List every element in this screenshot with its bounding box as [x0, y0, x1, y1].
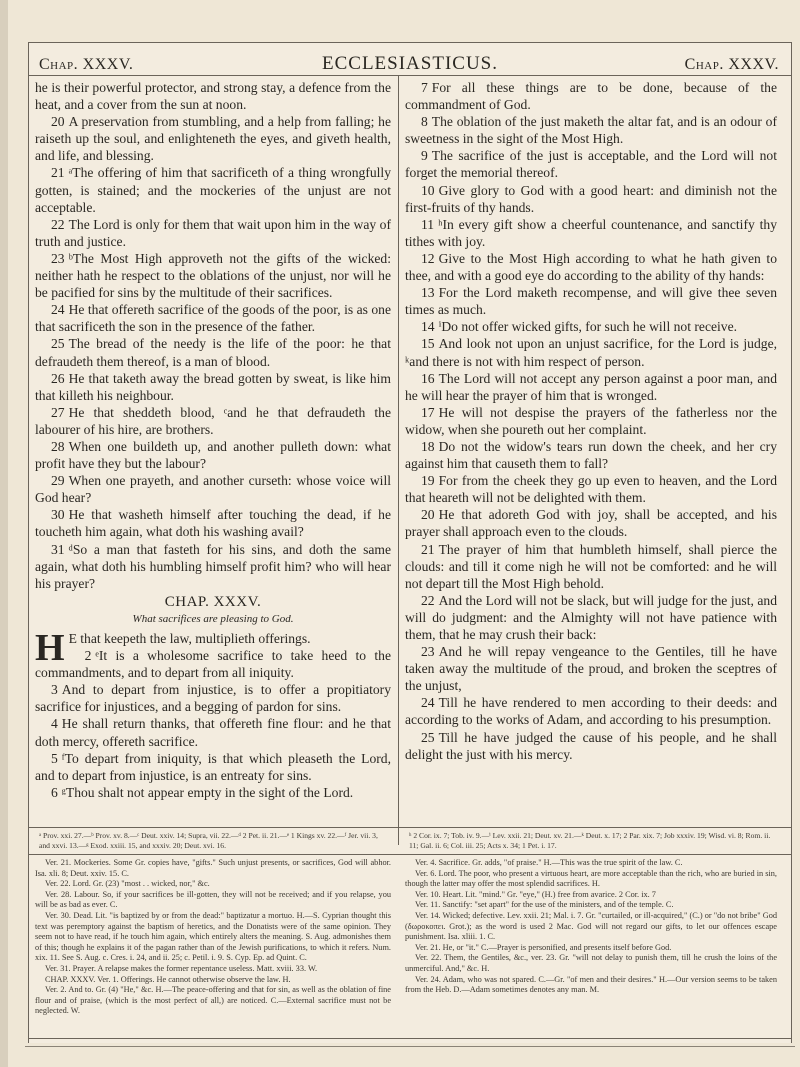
- verse-text: The sacrifice of the just is acceptable, and the Lord will not forget the memorial thereof.: [405, 148, 777, 181]
- commentary-note: Ver. 22. Them, the Gentiles, &c., ver. 23. Gr. "will not delay to punish them, till he crush the loins of the unmerciful. And," &c. H.: [405, 953, 777, 973]
- chapter-heading: CHAP. XXXV.: [164, 593, 262, 610]
- verse-number: 20: [421, 507, 435, 523]
- verse-25: [35, 335, 391, 369]
- column-divider: [398, 75, 399, 845]
- right-text-column: [405, 79, 777, 763]
- verse-number: 26: [51, 370, 65, 386]
- verse-number: 30: [51, 507, 65, 523]
- verse-text: And look not upon an unjust sacrifice, for the Lord is judge, ᵏand there is not with him respect of person.: [405, 336, 777, 369]
- verse-text: ᵇThe Most High approveth not the gifts of the wicked: neither hath he respect to the oblations of the unjust, nor will he be pacified for sins by the multitude of their sacrifices.: [35, 250, 391, 301]
- verse-number: 28: [51, 438, 65, 454]
- verse-number: 8: [421, 114, 428, 130]
- verse-26: [35, 370, 391, 404]
- verse-24: [35, 301, 391, 335]
- commentary-note: Ver. 30. Dead. Lit. "is baptized by or from the dead:" baptizatur a mortuo. H.—S. Cyprian thought this text was peremptory against the baptism of heretics, and the Donatists were of the same opinion. They seem not to have read, if he touch him again, which entirely alters the meaning. S. Aug. admonishes them of this; though he explains it of the pagan rather than of the Jewish purifications, to which it refers. Num. xix. 11. See S. Aug. c. Cres. i. 24, and ii. 25; c. Petil. i. 9. S. Cyp. Ep. ad Quint. C.: [35, 910, 391, 963]
- commentary-note: Ver. 28. Labour. So, if your sacrifices be ill-gotten, they will not be received; and if you relapse, you will be as bad as ever. C.: [35, 889, 391, 910]
- verse-text: ᵈSo a man that fasteth for his sins, and doth the same again, what doth his humbling himself profit him? who will hear his prayer?: [35, 541, 391, 591]
- verse-4: [35, 715, 391, 749]
- verse-2: [35, 647, 391, 681]
- commentary-note: Ver. 4. Sacrifice. Gr. adds, "of praise." H.—This was the true spirit of the law. C.: [415, 858, 683, 867]
- verse-30: [35, 506, 391, 540]
- verse-number: 6: [51, 784, 58, 800]
- verse-number: 16: [421, 370, 435, 386]
- verse-text: For all these things are to be done, because of the commandment of God.: [405, 80, 777, 113]
- verse-text: Till he have rendered to men according to their deeds: and according to the works of Adam, and according to his presumption.: [405, 695, 777, 728]
- right-verses: [405, 79, 777, 763]
- verse-number: 10: [421, 182, 435, 198]
- verse-20: [405, 506, 777, 540]
- commentary-notes-right: [405, 858, 777, 996]
- verse-13: [405, 284, 777, 318]
- verse-text: ʰIn every gift show a cheerful countenance, and sanctify thy tithes with joy.: [405, 216, 777, 249]
- footer-rule-outer: [25, 1046, 795, 1047]
- verse-number: 24: [51, 302, 65, 318]
- verse-text: The bread of the needy is the life of the poor: he that defraudeth them thereof, is a man of blood.: [35, 336, 391, 369]
- verse-number: 22: [51, 216, 65, 232]
- verse-number: 13: [421, 285, 435, 301]
- verse-24: [405, 694, 777, 728]
- verse-18: [405, 438, 777, 472]
- verse-text: And to depart from injustice, is to offer a propitiatory sacrifice for injustices, and a begging of pardon for sins.: [35, 682, 391, 715]
- verse-22: [35, 216, 391, 250]
- verse-number: 14: [421, 319, 435, 335]
- verse-12: [405, 250, 777, 284]
- verse-text: Till he have judged the cause of his people, and he shall delight the just with his mercy.: [405, 729, 777, 762]
- commentary-note: Ver. 2. And to. Gr. (4) "He," &c. H.—The peace-offering and that for sin, as well as the oblation of fine flour and of praise, (which is the most perfect of all,) are noticed. C.—External sacrifice must not be neglected. W.: [35, 985, 391, 1016]
- verse-text: For from the cheek they go up even to heaven, and the Lord that heareth will not be delighted with them.: [405, 473, 777, 506]
- verse-14: [405, 318, 777, 335]
- scripture-page: [28, 42, 792, 1043]
- commentary-note: Ver. 31. Prayer. A relapse makes the former repentance useless. Matt. xviii. 33. W.: [45, 963, 318, 973]
- verse-number: 23: [421, 644, 435, 660]
- verse-number: 25: [51, 336, 65, 352]
- verse-number: 29: [51, 473, 65, 489]
- verse-number: 21: [421, 541, 435, 557]
- commentary-note: Ver. 24. Adam, who was not spared. C.—Gr. "of men and their desires." H.—Our version seems to be taken from the Heb. D.—Adam sometimes denotes any man. M.: [405, 974, 777, 995]
- verse-number: 2: [84, 648, 92, 664]
- verse-number: 27: [51, 404, 65, 420]
- verse-text: ᶠTo depart from iniquity, is that which pleaseth the Lord, and to depart from injustice, is an entreaty for sins.: [35, 750, 391, 783]
- verse-11: [405, 216, 777, 250]
- verse-16: [405, 370, 777, 404]
- verse-19: [405, 472, 777, 506]
- header-chapter-right: Chap. XXXV.: [684, 56, 779, 73]
- verse-8: [405, 113, 777, 147]
- verse-31: [35, 541, 391, 592]
- footer-rule: [29, 1038, 791, 1039]
- verse-text: He that offereth sacrifice of the goods of the poor, is as one that sacrificeth the son in the presence of the father.: [35, 302, 391, 335]
- verse-number: 4: [51, 716, 58, 732]
- verse-1-text: E that keepeth the law, multiplieth offerings.: [68, 631, 311, 646]
- references-rule: [29, 827, 791, 828]
- verse-21: [405, 541, 777, 592]
- commentary-note: Ver. 6. Lord. The poor, who present a virtuous heart, are more acceptable than the rich, who are buried in sin, though the latter may offer the most splendid sacrifices. H.: [405, 868, 777, 889]
- verse-number: 21: [51, 165, 65, 181]
- verse-number: 9: [421, 148, 428, 164]
- verse-text: And the Lord will not be slack, but will judge for the just, and will do judgment: and the Almighty will not have patience with them, that he may crush their back:: [405, 592, 777, 642]
- left-verses-bottom: [35, 647, 391, 801]
- verse-number: 3: [51, 682, 58, 698]
- verse-text: He that sheddeth blood, ᶜand he that defraudeth the labourer of his hire, are brothers.: [35, 404, 391, 437]
- verse-number: 18: [421, 438, 435, 454]
- verse-text: The Lord is only for them that wait upon him in the way of truth and justice.: [35, 216, 391, 249]
- header-book-title: ECCLESIASTICUS.: [322, 53, 498, 74]
- verse-text: ᵃThe offering of him that sacrificeth of a thing wrongfully gotten, is stained; and the mockeries of the unjust are not acceptable.: [35, 165, 391, 215]
- verse-7: [405, 79, 777, 113]
- header-rule: [29, 75, 791, 76]
- verse-text: For the Lord maketh recompense, and will give thee seven times as much.: [405, 285, 777, 318]
- verse-6: [35, 784, 391, 801]
- verse-22: [405, 592, 777, 643]
- verse-10: [405, 182, 777, 216]
- verse-text: He will not despise the prayers of the fatherless nor the widow, when she poureth out her complaint.: [405, 404, 777, 437]
- verse-15: [405, 335, 777, 369]
- verse-20: [35, 113, 391, 164]
- verse-text: The oblation of the just maketh the altar fat, and is an odour of sweetness in the sight of the Most High.: [405, 114, 777, 147]
- verse-number: 25: [421, 729, 435, 745]
- commentary-notes-left: [35, 858, 391, 1017]
- verse-number: 24: [421, 695, 435, 711]
- verse-3: [35, 681, 391, 715]
- verse-29: [35, 472, 391, 506]
- verse-17: [405, 404, 777, 438]
- commentary-note: Ver. 14. Wicked; defective. Lev. xxii. 21; Mal. i. 7. Gr. "curtailed, or ill-acquired," (C.) or "do not bribe" God (δωροκοπει. Grot.); as the word is used 2 Mac. God will not regard our gifts, to let our offences escape punishment. Isa. xliii. 1. C.: [405, 910, 777, 942]
- verse-number: 15: [421, 336, 435, 352]
- verse-text: When one buildeth up, and another pulleth down: what profit have they but the labour?: [35, 438, 391, 472]
- verse-27: [35, 404, 391, 438]
- verse-text: He that adoreth God with joy, shall be accepted, and his prayer shall approach even to the clouds.: [405, 507, 777, 540]
- commentary-note: CHAP. XXXV. Ver. 1. Offerings. He cannot otherwise observe the law. H.: [45, 974, 291, 984]
- verse-21: [35, 164, 391, 215]
- verse-number: 19: [421, 473, 435, 489]
- commentary-note: Ver. 22. Lord. Gr. (23) "most . . wicked, nor," &c.: [45, 879, 210, 889]
- verse-23: [405, 643, 777, 694]
- drop-cap: H: [35, 627, 65, 669]
- commentary-note: Ver. 21. He, or "it." C.—Prayer is personified, and presents itself before God.: [415, 942, 672, 952]
- verse-text: He shall return thanks, that offereth fine flour: and he that doth mercy, offereth sacrifice.: [35, 716, 391, 749]
- cross-references-left: ᵃ Prov. xxi. 27.—ᵇ Prov. xv. 8.—ᶜ Deut. xxiv. 14; Supra, vii. 22.—ᵈ 2 Pet. ii. 21.—ᵉ 1 Kings xv. 22.—ᶠ Jer. vii. 3, and xxvi. 13.—ᵍ Exod. xxiii. 15, and xxxiv. 20; Deut. xvi. 16.: [39, 831, 378, 850]
- verse-28: [35, 438, 391, 472]
- verse-text: And he will repay vengeance to the Gentiles, till he have taken away the multitude of the proud, and broken the sceptres of the unjust,: [405, 644, 777, 694]
- verse-number: 20: [51, 114, 65, 130]
- verse-number: 22: [421, 592, 435, 608]
- verse-23: [35, 250, 391, 301]
- verse-text: He that washeth himself after touching the dead, if he toucheth him again, what doth his washing avail?: [35, 507, 391, 540]
- verse-5: [35, 750, 391, 784]
- verse-text: When one prayeth, and another curseth: whose voice will God hear?: [35, 473, 391, 506]
- verse-number: 31: [51, 541, 65, 557]
- verse-number: 11: [421, 216, 435, 232]
- verse-text: ᵉIt is a wholesome sacrifice to take heed to the commandments, and to depart from all iniquity.: [35, 648, 391, 681]
- verse-25: [405, 729, 777, 763]
- left-verses-top: [35, 79, 391, 592]
- commentary-note: Ver. 21. Mockeries. Some Gr. copies have, "gifts." Such unjust presents, or sacrifices, God will abhor. Isa. xli. 8; Deut. xxiv. 15. C.: [35, 858, 391, 878]
- verse-text: Do not the widow's tears run down the cheek, and her cry against him that causeth them to fall?: [405, 438, 777, 472]
- commentary-note: Ver. 10. Heart. Lit. "mind." Gr. "eye," (H.) free from avarice. 2 Cor. ix. 7: [415, 889, 656, 899]
- verse-text: He that taketh away the bread gotten by sweat, is like him that killeth his neighbour.: [35, 370, 391, 403]
- verse-number: 23: [51, 250, 65, 266]
- notes-rule: [29, 854, 791, 855]
- cross-references-right: ʰ 2 Cor. ix. 7; Tob. iv. 9.—ⁱ Lev. xxii. 21; Deut. xv. 21.—ᵏ Deut. x. 17; 2 Par. xix. 7; Job xxxiv. 19; Wisd. vi. 8; Rom. ii. 11; Gal. ii. 6; Col. iii. 25; Acts x. 34; 1 Pet. i. 17.: [409, 831, 771, 850]
- left-text-column: [35, 79, 391, 801]
- commentary-note: Ver. 11. Sanctify: "set apart" for the use of the ministers, and of the temple. C.: [415, 900, 674, 910]
- verse-number: 7: [421, 80, 428, 95]
- verse-text: Give to the Most High according to what he hath given to thee, and with a good eye do according to the ability of thy hands:: [405, 250, 777, 284]
- chapter-subtitle: What sacrifices are pleasing to God.: [132, 612, 294, 625]
- verse-text: The prayer of him that humbleth himself, shall pierce the clouds: and till it come nigh he will not be comforted: and he will not depart till the Most High behold.: [405, 541, 777, 591]
- verse-text: ᵍThou shalt not appear empty in the sight of the Lord.: [61, 784, 354, 800]
- verse-text: Give glory to God with a good heart: and diminish not the first-fruits of thy hands.: [405, 182, 777, 215]
- verse-number: 17: [421, 404, 435, 420]
- verse-continued: [35, 79, 391, 113]
- header-chapter-left: Chap. XXXV.: [39, 56, 134, 73]
- verse-text: A preservation from stumbling, and a help from falling; he raiseth up the soul, and enlighteneth the eyes, and giveth health, and life, and blessing.: [35, 114, 391, 164]
- verse-text: he is their powerful protector, and strong stay, a defence from the heat, and a cover from the sun at noon.: [35, 80, 391, 113]
- verse-text: ⁱDo not offer wicked gifts, for such he will not receive.: [438, 319, 738, 335]
- verse-number: 5: [51, 750, 58, 766]
- verse-9: [405, 147, 777, 181]
- verse-number: 12: [421, 250, 435, 266]
- running-header: [29, 51, 791, 77]
- verse-text: The Lord will not accept any person against a poor man, and he will hear the prayer of him that is wronged.: [405, 370, 777, 403]
- page-fold-shadow: [0, 0, 8, 1067]
